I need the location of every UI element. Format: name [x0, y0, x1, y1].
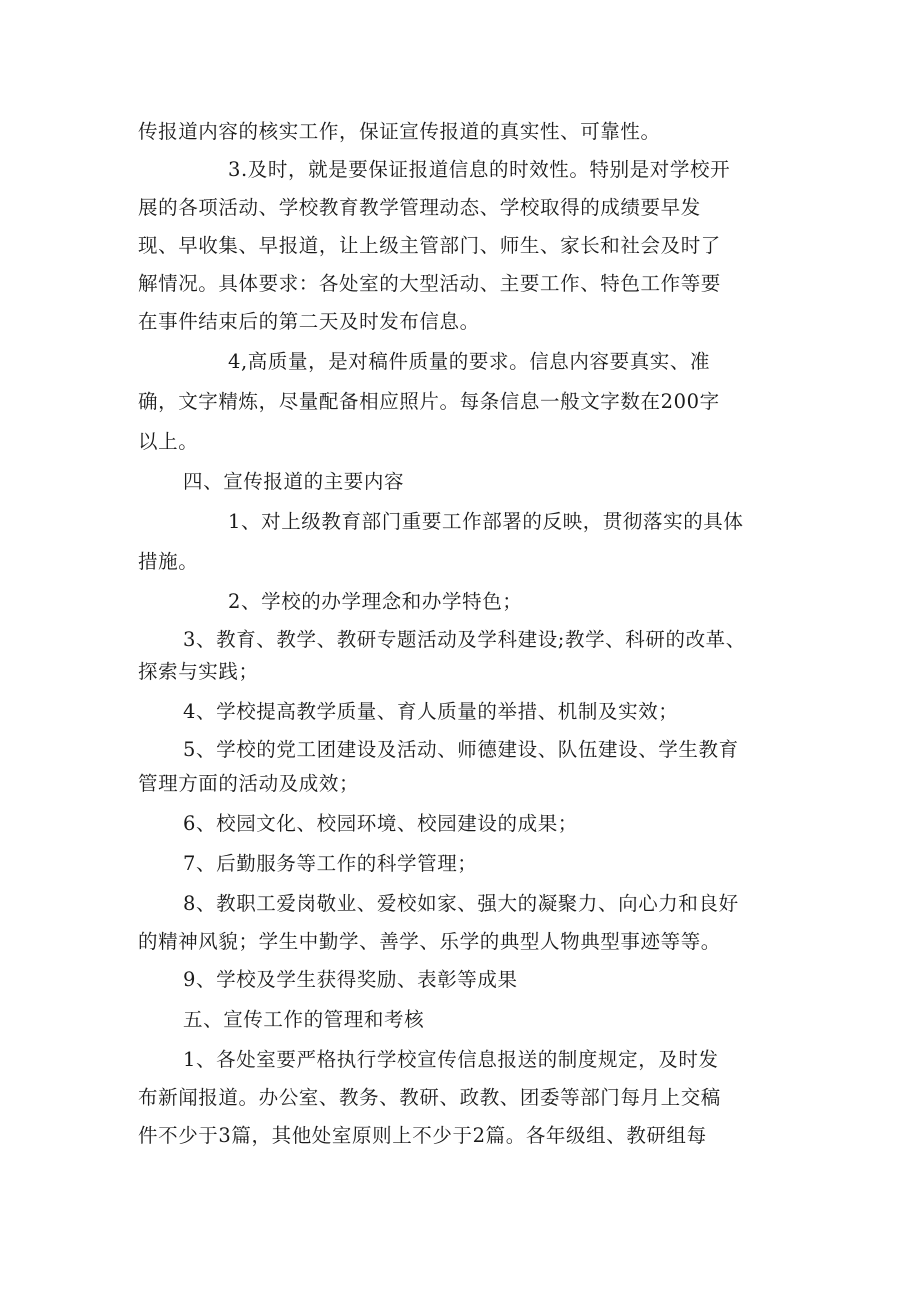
section-heading-4: 四、宣传报道的主要内容 [183, 470, 405, 493]
text-line-9: 以上。 [138, 430, 199, 453]
text-line-15: 探索与实践； [138, 660, 259, 683]
text-line-19: 6、校园文化、校园环境、校园建设的成果； [183, 812, 578, 835]
text-line-8: 确，文字精炼，尽量配备相应照片。每条信息一般文字数在200字 [138, 390, 720, 413]
text-line-11: 1、对上级教育部门重要工作部署的反映，贯彻落实的具体 [228, 510, 744, 533]
text-line-4: 现、早收集、早报道，让上级主管部门、师生、家长和社会及时了 [138, 234, 721, 257]
text-line-21: 8、教职工爱岗敬业、爱校如家、强大的凝聚力、向心力和良好 [183, 892, 739, 915]
text-line-3: 展的各项活动、学校教育教学管理动态、学校取得的成绩要早发 [138, 196, 701, 219]
text-line-5: 解情况。具体要求：各处室的大型活动、主要工作、特色工作等要 [138, 272, 721, 295]
text-line-14: 3、教育、教学、教研专题活动及学科建设;教学、科研的改革、 [183, 628, 746, 651]
text-line-2: 3.及时，就是要保证报道信息的时效性。特别是对学校开 [228, 158, 731, 181]
text-line-23: 9、学校及学生获得奖励、表彰等成果 [183, 968, 518, 991]
text-line-17: 5、学校的党工团建设及活动、师德建设、队伍建设、学生教育 [183, 738, 739, 761]
text-line-27: 件不少于3篇，其他处室原则上不少于2篇。各年级组、教研组每 [138, 1124, 707, 1147]
text-line-26: 布新闻报道。办公室、教务、教研、政教、团委等部门每月上交稿 [138, 1086, 721, 1109]
text-line-20: 7、后勤服务等工作的科学管理； [183, 852, 478, 875]
section-heading-5: 五、宣传工作的管理和考核 [183, 1008, 425, 1031]
text-line-7: 4,高质量，是对稿件质量的要求。信息内容要真实、准 [228, 350, 711, 373]
text-line-25: 1、各处室要严格执行学校宣传信息报送的制度规定，及时发 [183, 1048, 719, 1071]
text-line-16: 4、学校提高教学质量、育人质量的举措、机制及实效； [183, 700, 679, 723]
text-line-13: 2、学校的办学理念和办学特色； [228, 590, 523, 613]
text-line-22: 的精神风貌；学生中勤学、善学、乐学的典型人物典型事迹等等。 [138, 930, 721, 953]
text-line-1: 传报道内容的核实工作，保证宣传报道的真实性、可靠性。 [138, 120, 661, 143]
text-line-6: 在事件结束后的第二天及时发布信息。 [138, 310, 480, 333]
text-line-12: 措施。 [138, 550, 199, 573]
text-line-18: 管理方面的活动及成效； [138, 772, 360, 795]
